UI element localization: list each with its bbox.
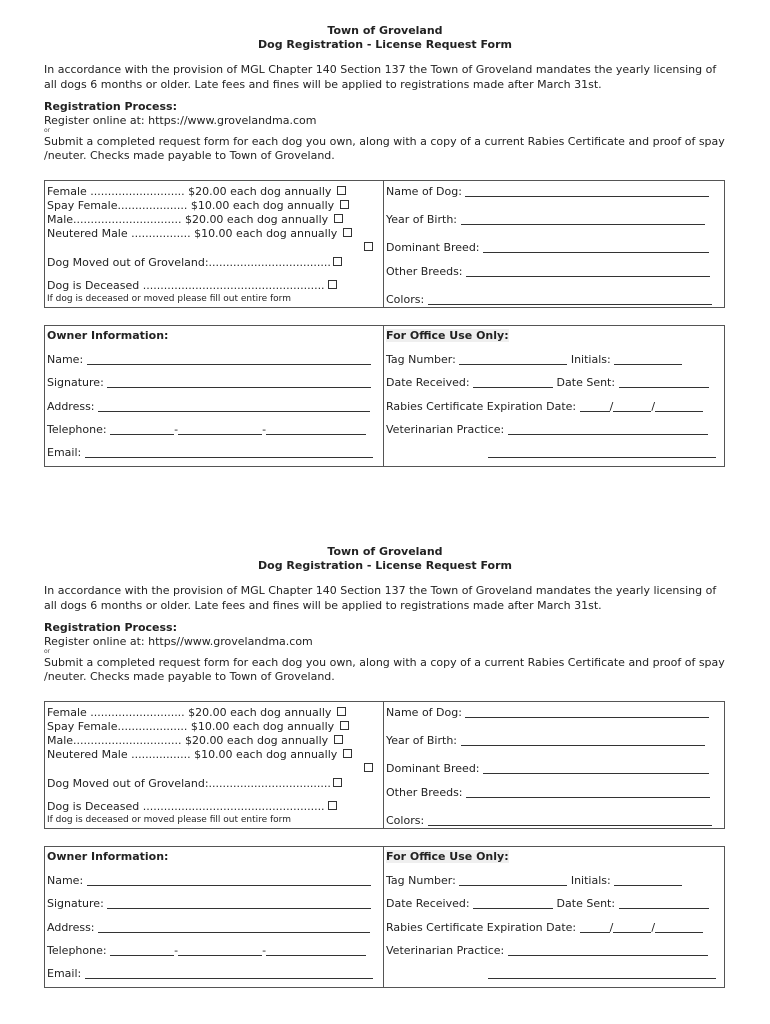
date-slash: / [609, 921, 614, 934]
input-line[interactable] [614, 354, 682, 365]
office-use-heading-text: For Office Use Only: [386, 329, 509, 342]
form-subtitle: Dog Registration - License Request Form [258, 38, 512, 51]
tel-separator: - [262, 944, 267, 957]
input-line[interactable] [98, 401, 370, 412]
fee-male[interactable] [47, 734, 343, 747]
dog-moved-label: Dog Moved out of Groveland:................................... [47, 256, 331, 269]
checkbox[interactable] [343, 749, 352, 758]
dog-moved[interactable] [47, 777, 342, 790]
input-line[interactable] [461, 214, 705, 225]
input-line[interactable] [488, 968, 716, 979]
input-line[interactable] [87, 875, 371, 886]
owner-office-box [44, 325, 725, 467]
checkbox[interactable] [334, 735, 343, 744]
owner-telephone-label: Telephone: [47, 423, 107, 436]
input-line[interactable] [483, 763, 709, 774]
owner-address-label: Address: [47, 921, 95, 934]
input-line[interactable] [107, 377, 371, 388]
input-line[interactable] [459, 875, 567, 886]
input-line[interactable] [473, 377, 553, 388]
input-line[interactable] [613, 922, 651, 933]
checkbox-extra[interactable] [364, 762, 373, 775]
owner-email-label: Email: [47, 967, 82, 980]
owner-signature-field[interactable] [47, 897, 371, 910]
initials-label: Initials: [570, 874, 611, 887]
register-online-text: Register online at: https://www.grovelandma.com [44, 114, 317, 127]
input-line[interactable] [508, 424, 708, 435]
column-divider [383, 847, 384, 987]
fee-female[interactable] [47, 185, 346, 198]
input-line[interactable] [466, 787, 710, 798]
owner-email-label: Email: [47, 446, 82, 459]
dog-breed-label: Dominant Breed: [386, 762, 480, 775]
date-received-field[interactable] [386, 376, 709, 389]
rabies-expiration-field[interactable] [386, 400, 703, 413]
input-line[interactable] [613, 401, 651, 412]
dog-deceased-label: Dog is Deceased .................................................... [47, 800, 325, 813]
fee-neutered-male[interactable] [47, 748, 352, 761]
vet-practice-label: Veterinarian Practice: [386, 944, 505, 957]
dog-colors-field[interactable] [386, 814, 712, 827]
office-use-heading [386, 850, 509, 863]
fee-male[interactable] [47, 213, 343, 226]
checkbox[interactable] [340, 200, 349, 209]
owner-info-heading: Owner Information: [47, 850, 169, 863]
input-line[interactable] [178, 945, 262, 956]
initials-label: Initials: [570, 353, 611, 366]
date-received-field[interactable] [386, 897, 709, 910]
fee-neutered-male-label: Neutered Male ................. $10.00 each dog annually [47, 227, 338, 240]
checkbox[interactable] [328, 801, 337, 810]
owner-office-box [44, 846, 725, 988]
tel-separator: - [174, 944, 179, 957]
dog-colors-label: Colors: [386, 293, 425, 306]
checkbox[interactable] [364, 242, 373, 251]
input-line[interactable] [655, 922, 703, 933]
input-line[interactable] [614, 875, 682, 886]
vet-practice-field[interactable] [386, 423, 708, 436]
date-received-label: Date Received: [386, 897, 470, 910]
input-line[interactable] [508, 945, 708, 956]
fee-female[interactable] [47, 706, 346, 719]
owner-info-heading: Owner Information: [47, 329, 169, 342]
or-text: or [44, 127, 51, 134]
column-divider [383, 702, 384, 828]
input-line[interactable] [110, 424, 174, 435]
checkbox[interactable] [364, 763, 373, 772]
input-line[interactable] [98, 922, 370, 933]
dog-info-box [44, 180, 725, 308]
checkbox[interactable] [334, 214, 343, 223]
input-line[interactable] [466, 266, 710, 277]
dog-name-field[interactable] [386, 185, 709, 198]
input-line[interactable] [473, 898, 553, 909]
date-slash: / [651, 921, 656, 934]
input-line[interactable] [85, 968, 373, 979]
input-line[interactable] [428, 294, 712, 305]
dog-deceased-label: Dog is Deceased .................................................... [47, 279, 325, 292]
registration-heading: Registration Process: [44, 621, 177, 634]
checkbox[interactable] [333, 778, 342, 787]
register-online-text: Register online at: https//www.grovelandma.com [44, 635, 313, 648]
dog-other-breeds-field[interactable] [386, 786, 710, 799]
date-slash: / [651, 400, 656, 413]
input-line[interactable] [619, 898, 709, 909]
intro-paragraph: In accordance with the provision of MGL Chapter 140 Section 137 the Town of Groveland mandates the yearly licensing of all dogs 6 months or older. Late fees and fines will be applied to registrations made after March 31st. [44, 584, 717, 612]
owner-telephone-field[interactable] [47, 944, 366, 957]
tag-number-field[interactable] [386, 874, 682, 887]
owner-address-field[interactable] [47, 921, 370, 934]
date-sent-label: Date Sent: [556, 376, 616, 389]
dog-deceased[interactable] [47, 279, 337, 292]
input-line[interactable] [619, 377, 709, 388]
vet-practice-line-2[interactable] [488, 967, 716, 980]
dog-name-label: Name of Dog: [386, 185, 462, 198]
dog-breed-label: Dominant Breed: [386, 241, 480, 254]
input-line[interactable] [178, 424, 262, 435]
fee-male-label: Male............................... $20.00 each dog annually [47, 213, 329, 226]
input-line[interactable] [580, 922, 610, 933]
submit-instructions: Submit a completed request form for each dog you own, along with a copy of a current Rabies Certificate and proof of spay /neuter. Checks made payable to Town of Groveland. [44, 656, 725, 683]
date-received-label: Date Received: [386, 376, 470, 389]
owner-name-label: Name: [47, 874, 84, 887]
dog-breed-field[interactable] [386, 241, 709, 254]
checkbox-extra[interactable] [364, 241, 373, 254]
checkbox[interactable] [343, 228, 352, 237]
office-use-heading [386, 329, 509, 342]
dog-other-breeds-label: Other Breeds: [386, 265, 463, 278]
input-line[interactable] [459, 354, 567, 365]
dog-birth-label: Year of Birth: [386, 734, 458, 747]
office-use-heading-text: For Office Use Only: [386, 850, 509, 863]
fee-female-label: Female ........................... $20.00 each dog annually [47, 706, 332, 719]
rabies-expiration-label: Rabies Certificate Expiration Date: [386, 921, 577, 934]
registration-form-2 [0, 545, 770, 980]
dog-moved-label: Dog Moved out of Groveland:................................... [47, 777, 331, 790]
owner-telephone-label: Telephone: [47, 944, 107, 957]
dog-colors-label: Colors: [386, 814, 425, 827]
owner-address-field[interactable] [47, 400, 370, 413]
fee-spay-female[interactable] [47, 199, 349, 212]
owner-signature-label: Signature: [47, 897, 104, 910]
input-line[interactable] [107, 898, 371, 909]
dog-other-breeds-field[interactable] [386, 265, 710, 278]
fee-spay-female-label: Spay Female.................... $10.00 each dog annually [47, 199, 335, 212]
input-line[interactable] [461, 735, 705, 746]
owner-email-field[interactable] [47, 446, 373, 459]
intro-paragraph: In accordance with the provision of MGL Chapter 140 Section 137 the Town of Groveland mandates the yearly licensing of all dogs 6 months or older. Late fees and fines will be applied to registrations made after March 31st. [44, 63, 717, 91]
tag-number-field[interactable] [386, 353, 682, 366]
input-line[interactable] [428, 815, 712, 826]
fee-neutered-male-label: Neutered Male ................. $10.00 each dog annually [47, 748, 338, 761]
owner-name-field[interactable] [47, 874, 371, 887]
checkbox[interactable] [337, 186, 346, 195]
owner-signature-label: Signature: [47, 376, 104, 389]
tel-separator: - [174, 423, 179, 436]
rabies-expiration-label: Rabies Certificate Expiration Date: [386, 400, 577, 413]
owner-name-field[interactable] [47, 353, 371, 366]
registration-form-1 [0, 24, 770, 459]
or-text: or [44, 648, 51, 655]
form-title: Town of Groveland [327, 24, 443, 37]
input-line[interactable] [488, 447, 716, 458]
dog-name-field[interactable] [386, 706, 709, 719]
input-line[interactable] [85, 447, 373, 458]
owner-name-label: Name: [47, 353, 84, 366]
vet-practice-line-2[interactable] [488, 446, 716, 459]
deceased-note: If dog is deceased or moved please fill out entire form [47, 815, 291, 825]
dog-info-box [44, 701, 725, 829]
column-divider [383, 326, 384, 466]
checkbox[interactable] [333, 257, 342, 266]
date-slash: / [609, 400, 614, 413]
owner-telephone-field[interactable] [47, 423, 366, 436]
fee-male-label: Male............................... $20.00 each dog annually [47, 734, 329, 747]
deceased-note: If dog is deceased or moved please fill out entire form [47, 294, 291, 304]
tel-separator: - [262, 423, 267, 436]
checkbox[interactable] [328, 280, 337, 289]
owner-address-label: Address: [47, 400, 95, 413]
input-line[interactable] [266, 424, 366, 435]
vet-practice-label: Veterinarian Practice: [386, 423, 505, 436]
form-title: Town of Groveland [327, 545, 443, 558]
input-line[interactable] [110, 945, 174, 956]
input-line[interactable] [87, 354, 371, 365]
input-line[interactable] [483, 242, 709, 253]
input-line[interactable] [580, 401, 610, 412]
fee-neutered-male[interactable] [47, 227, 352, 240]
checkbox[interactable] [337, 707, 346, 716]
submit-instructions: Submit a completed request form for each dog you own, along with a copy of a current Rabies Certificate and proof of spay /neuter. Checks made payable to Town of Groveland. [44, 135, 725, 162]
owner-signature-field[interactable] [47, 376, 371, 389]
date-sent-label: Date Sent: [556, 897, 616, 910]
dog-colors-field[interactable] [386, 293, 712, 306]
dog-breed-field[interactable] [386, 762, 709, 775]
dog-birth-label: Year of Birth: [386, 213, 458, 226]
fee-spay-female[interactable] [47, 720, 349, 733]
tag-number-label: Tag Number: [386, 874, 456, 887]
input-line[interactable] [655, 401, 703, 412]
checkbox[interactable] [340, 721, 349, 730]
dog-deceased[interactable] [47, 800, 337, 813]
input-line[interactable] [465, 186, 709, 197]
dog-birth-field[interactable] [386, 734, 705, 747]
owner-email-field[interactable] [47, 967, 373, 980]
vet-practice-field[interactable] [386, 944, 708, 957]
dog-name-label: Name of Dog: [386, 706, 462, 719]
input-line[interactable] [266, 945, 366, 956]
dog-other-breeds-label: Other Breeds: [386, 786, 463, 799]
dog-moved[interactable] [47, 256, 342, 269]
tag-number-label: Tag Number: [386, 353, 456, 366]
fee-female-label: Female ........................... $20.00 each dog annually [47, 185, 332, 198]
input-line[interactable] [465, 707, 709, 718]
fee-spay-female-label: Spay Female.................... $10.00 each dog annually [47, 720, 335, 733]
dog-birth-field[interactable] [386, 213, 705, 226]
registration-heading: Registration Process: [44, 100, 177, 113]
rabies-expiration-field[interactable] [386, 921, 703, 934]
form-subtitle: Dog Registration - License Request Form [258, 559, 512, 572]
column-divider [383, 181, 384, 307]
